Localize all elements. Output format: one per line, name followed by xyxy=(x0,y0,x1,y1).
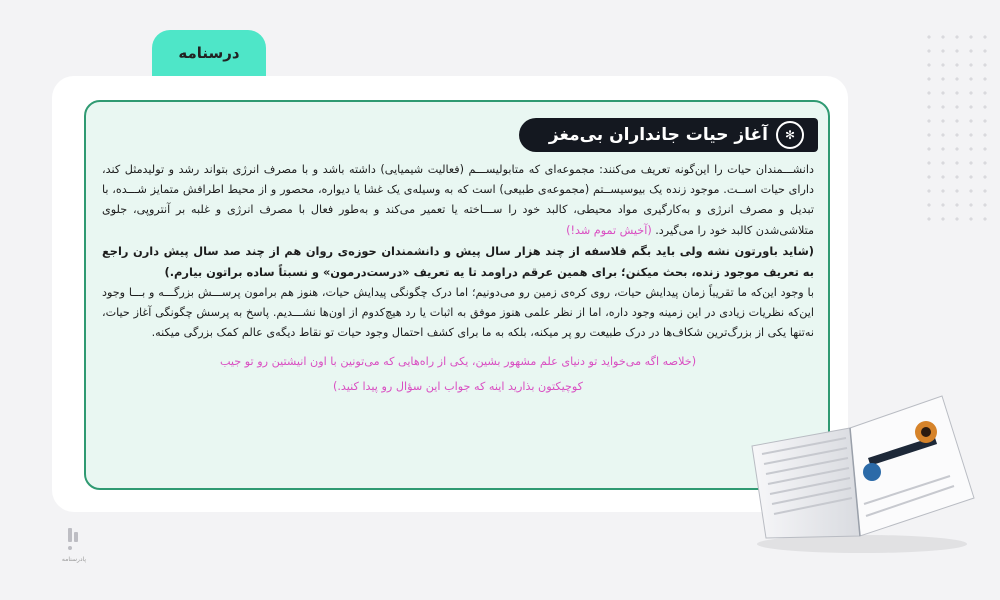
brand-logo-text: پادرسنامه xyxy=(61,556,87,563)
atom-icon: ✻ xyxy=(776,121,804,149)
brand-logo xyxy=(56,526,92,574)
tab-lesson[interactable] xyxy=(152,30,266,76)
lesson-panel xyxy=(84,100,830,490)
paragraph-definition xyxy=(102,160,814,241)
section-heading xyxy=(519,118,818,152)
brand-logo-icon xyxy=(64,526,84,552)
paragraph-note-bold: (شاید باورتون نشه ولی باید بگم فلاسفه از چند هزار سال پیش و دانشمندان حوزه‌ی روان هم از چند صد سال پیش دارن راجع به تعریف موجود زنده، بحث میکنن؛ برای همین عرقم دراومد تا یه تعریف «درست‌درمون» و نسبتاً ساده براتون بیارم.) xyxy=(102,243,814,279)
tab-label: درسنامه xyxy=(178,44,240,62)
summary-line-2: کوچیکتون بذارید اینه که جواب این سؤال رو پیدا کنید.) xyxy=(333,380,583,394)
section-title: آغاز حیات جانداران بی‌مغز xyxy=(548,125,768,145)
decorative-dot-grid xyxy=(922,30,992,230)
definition-aside: (آخیش تموم شد!) xyxy=(566,223,652,237)
lesson-text xyxy=(102,160,814,399)
paragraph-summary xyxy=(102,349,814,399)
open-book-image xyxy=(742,386,982,556)
summary-line-1: (خلاصه اگه می‌خواید تو دنیای علم مشهور بشین، یکی از راه‌هایی که می‌تونین با اون انیشتین رو تو جیب xyxy=(219,355,697,369)
definition-text: دانشـــمندان حیات را این‌گونه تعریف می‌کنند: مجموعه‌ای که متابولیســـم (فعالیت شیمیایی) داشته باشد و با مصرف انرژی بتواند رشد و تولیدمثل کند، دارای حیات اســت. موجود زنده یک بیوسیســتم (مجموعه‌ی طبیعی) است که به وسیله‌ی یک غشا یا دیواره، محصور و از محیط اطرافش متمایز شـــده، با تبدیل و مصرف انرژی و به‌کارگیری مواد محیطی، کالبد خود را ســـاخته یا تعمیر می‌کند و به‌طور فعال با مصرف انرژی و غلبه بر آنتروپی، جلوی متلاشی‌شدن کالبد خود را می‌گیرد. xyxy=(102,163,814,237)
paragraph-origin: با وجود این‌که ما تقریباً زمان پیدایش حیات، روی کره‌ی زمین رو می‌دونیم؛ اما درک چگونگی پیدایش حیات، هنوز هم برامون پرســـش بزرگـــه و بـــا وجود این‌که نظریات زیادی در این زمینه وجود داره، اما از نظر علمی هنوز موفق به اثبات یا رد هیچ‌کدوم از اون‌ها نشـــدیم. پاسخ به پرسش چگونگی آغاز حیات، نه‌تنها یکی از بزرگ‌ترین شکاف‌ها در درک طبیعت رو پر میکنه، بلکه به ما برای کشف احتمال وجود حیات تو نقاط دیگه‌ی عالم کمک بزرگی میکنه. xyxy=(102,285,814,340)
